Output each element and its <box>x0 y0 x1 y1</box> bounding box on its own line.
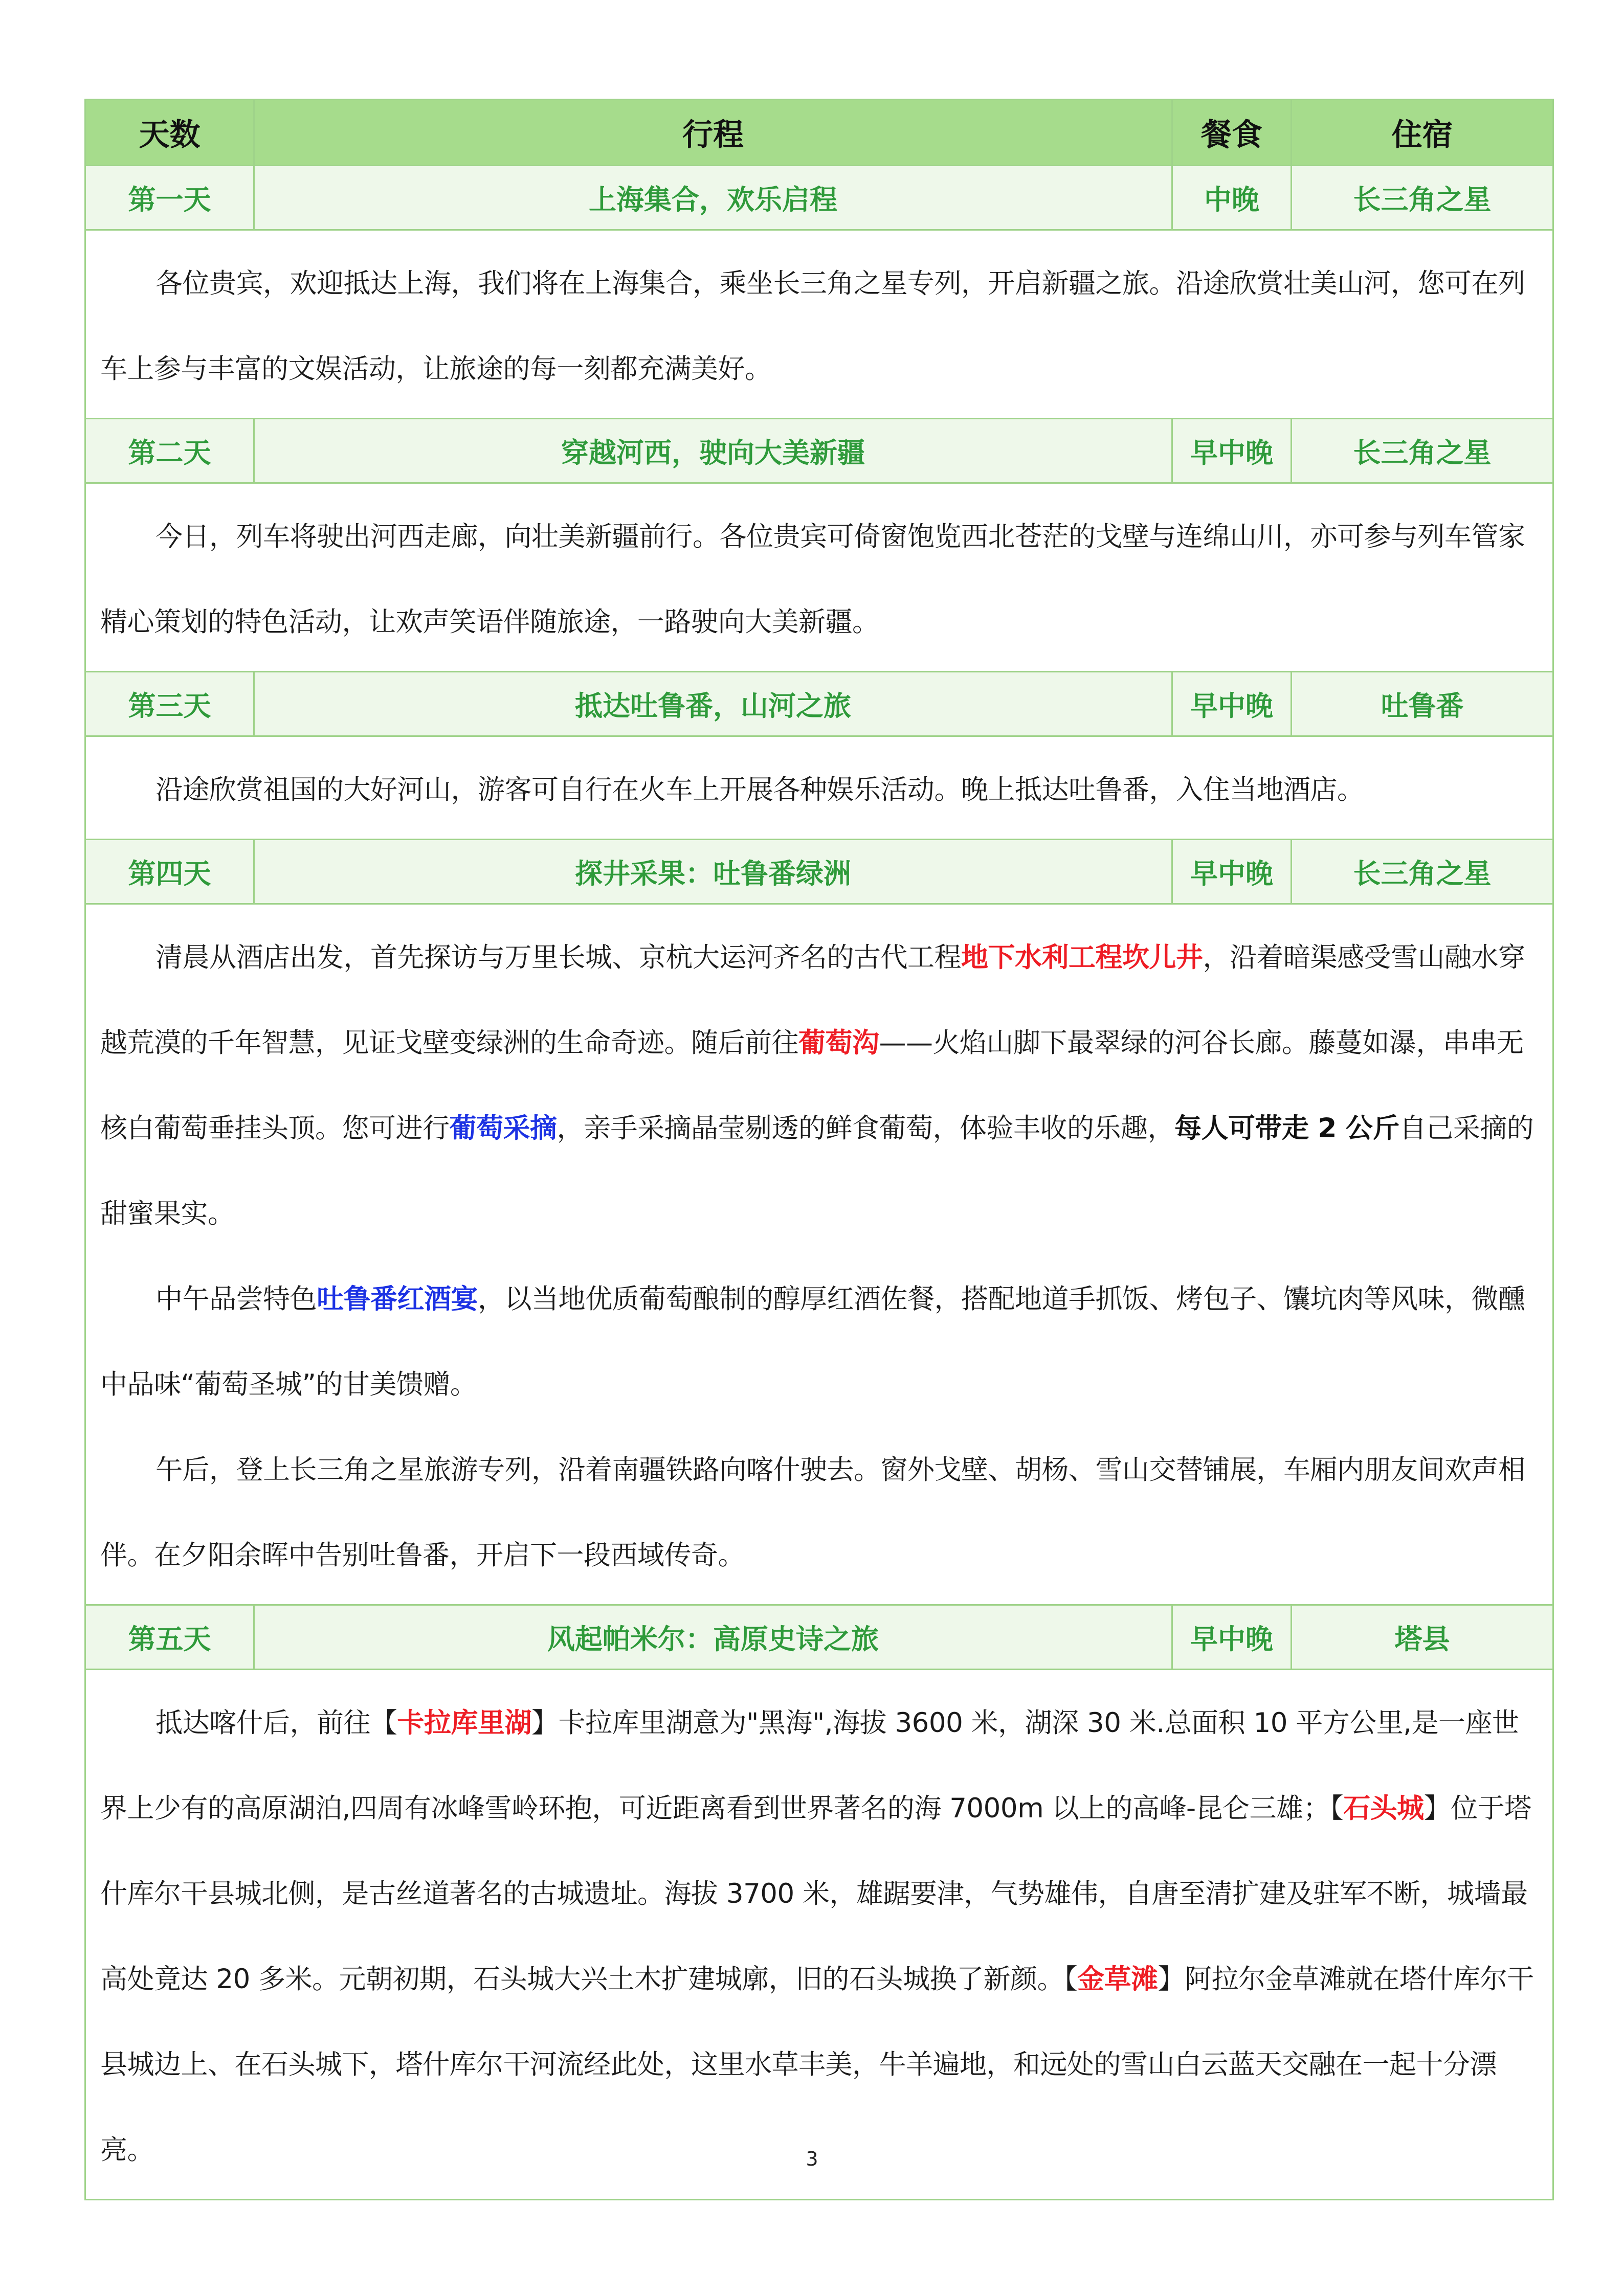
highlight-blue: 葡萄采摘 <box>449 1113 557 1144</box>
day-label: 第一天 <box>85 166 254 230</box>
day-meals: 中晚 <box>1172 166 1292 230</box>
day-title: 穿越河西，驶向大美新疆 <box>254 419 1172 483</box>
text-run: 中午品尝特色 <box>155 1284 317 1315</box>
highlight-bold: 每人可带走 2 公斤 <box>1174 1113 1399 1144</box>
text-run: ——火焰山脚下最翠绿的河谷长廊。藤蔓如瀑，串串无核白葡萄垂挂头顶。您可进行 <box>100 1027 1524 1144</box>
text-run: 】卡拉库里湖意为"黑海",海拔 3600 米，湖深 30 米.总面积 10 平方公里,是一座世界上少有的高原湖泊,四周有冰峰雪岭环抱，可近距离看到世界著名的海 7000m 以上的高峰-昆仑三雄；【 <box>100 1707 1519 1824</box>
header-day: 天数 <box>85 100 254 166</box>
day-label: 第三天 <box>85 672 254 736</box>
day-description <box>85 736 1553 840</box>
day-meals: 早中晚 <box>1172 672 1292 736</box>
day-meals: 早中晚 <box>1172 1605 1292 1670</box>
day-meals: 早中晚 <box>1172 840 1292 904</box>
day-row <box>85 840 1553 904</box>
header-stay: 住宿 <box>1292 100 1553 166</box>
text-run: 】位于塔什库尔干县城北侧，是古丝道著名的古城遗址。海拔 3700 米，雄踞要津，气势雄伟，自唐至清扩建及驻军不断，城墙最高处竟达 20 多米。元朝初期，石头城大兴土木扩建城廓，旧的石头城换了新颜。【 <box>100 1793 1531 1995</box>
page-number: 3 <box>806 2148 818 2170</box>
day-title: 风起帕米尔：高原史诗之旅 <box>254 1605 1172 1670</box>
text-run: ，亲手采摘晶莹剔透的鲜食葡萄，体验丰收的乐趣， <box>557 1113 1174 1144</box>
highlight-red: 葡萄沟 <box>798 1027 879 1059</box>
description-paragraph <box>100 241 1538 412</box>
day-description <box>85 483 1553 672</box>
highlight-red: 金草滩 <box>1077 1964 1158 1995</box>
day-row <box>85 166 1553 230</box>
day-label: 第五天 <box>85 1605 254 1670</box>
day-stay: 长三角之星 <box>1292 166 1553 230</box>
day-description-row <box>85 904 1553 1605</box>
description-paragraph <box>100 1256 1538 1427</box>
text-run: ，以当地优质葡萄酿制的醇厚红酒佐餐，搭配地道手抓饭、烤包子、馕坑肉等风味，微醺中品味“葡萄圣城”的甘美馈赠。 <box>100 1284 1525 1400</box>
highlight-blue: 吐鲁番红酒宴 <box>317 1284 478 1315</box>
description-paragraph <box>100 915 1538 1256</box>
day-description-row <box>85 1670 1553 2200</box>
day-row <box>85 419 1553 483</box>
table-header-row <box>85 100 1553 166</box>
text-run: 午后，登上长三角之星旅游专列，沿着南疆铁路向喀什驶去。窗外戈壁、胡杨、雪山交替铺展，车厢内朋友间欢声相伴。在夕阳余晖中告别吐鲁番，开启下一段西域传奇。 <box>100 1454 1525 1571</box>
day-title: 抵达吐鲁番，山河之旅 <box>254 672 1172 736</box>
day-meals: 早中晚 <box>1172 419 1292 483</box>
day-description-row <box>85 230 1553 419</box>
description-paragraph <box>100 1680 1538 2193</box>
day-description-row <box>85 483 1553 672</box>
day-description <box>85 1670 1553 2200</box>
day-stay: 塔县 <box>1292 1605 1553 1670</box>
description-paragraph <box>100 747 1538 832</box>
text-run: ，沿着暗渠感受雪山融水穿越荒漠的千年智慧，见证戈壁变绿洲的生命奇迹。随后前往 <box>100 942 1525 1059</box>
highlight-red: 卡拉库里湖 <box>397 1707 531 1739</box>
day-row <box>85 1605 1553 1670</box>
text-run: 沿途欣赏祖国的大好河山，游客可自行在火车上开展各种娱乐活动。晚上抵达吐鲁番，入住当地酒店。 <box>155 774 1364 805</box>
text-run: 今日，列车将驶出河西走廊，向壮美新疆前行。各位贵宾可倚窗饱览西北苍茫的戈壁与连绵山川，亦可参与列车管家精心策划的特色活动，让欢声笑语伴随旅途，一路驶向大美新疆。 <box>100 521 1525 638</box>
day-stay: 长三角之星 <box>1292 419 1553 483</box>
day-description-row <box>85 736 1553 840</box>
text-run: 自己采摘的甜蜜果实。 <box>100 1113 1534 1229</box>
itinerary-table <box>84 99 1554 2200</box>
day-label: 第四天 <box>85 840 254 904</box>
text-run: 抵达喀什后，前往【 <box>155 1707 397 1739</box>
day-stay: 长三角之星 <box>1292 840 1553 904</box>
highlight-red: 地下水利工程坎儿井 <box>961 942 1203 973</box>
day-title: 上海集合，欢乐启程 <box>254 166 1172 230</box>
text-run: 清晨从酒店出发，首先探访与万里长城、京杭大运河齐名的古代工程 <box>155 942 961 973</box>
day-label: 第二天 <box>85 419 254 483</box>
header-itinerary: 行程 <box>254 100 1172 166</box>
day-title: 探井采果：吐鲁番绿洲 <box>254 840 1172 904</box>
header-meals: 餐食 <box>1172 100 1292 166</box>
day-row <box>85 672 1553 736</box>
highlight-red: 石头城 <box>1343 1793 1424 1824</box>
day-description <box>85 230 1553 419</box>
description-paragraph <box>100 1427 1538 1598</box>
itinerary-body <box>85 166 1553 2200</box>
day-description <box>85 904 1553 1605</box>
text-run: 各位贵宾，欢迎抵达上海，我们将在上海集合，乘坐长三角之星专列，开启新疆之旅。沿途欣赏壮美山河，您可在列车上参与丰富的文娱活动，让旅途的每一刻都充满美好。 <box>100 268 1525 385</box>
day-stay: 吐鲁番 <box>1292 672 1553 736</box>
description-paragraph <box>100 494 1538 665</box>
text-run: 】阿拉尔金草滩就在塔什库尔干县城边上、在石头城下，塔什库尔干河流经此处，这里水草丰美，牛羊遍地，和远处的雪山白云蓝天交融在一起十分漂亮。 <box>100 1964 1534 2166</box>
